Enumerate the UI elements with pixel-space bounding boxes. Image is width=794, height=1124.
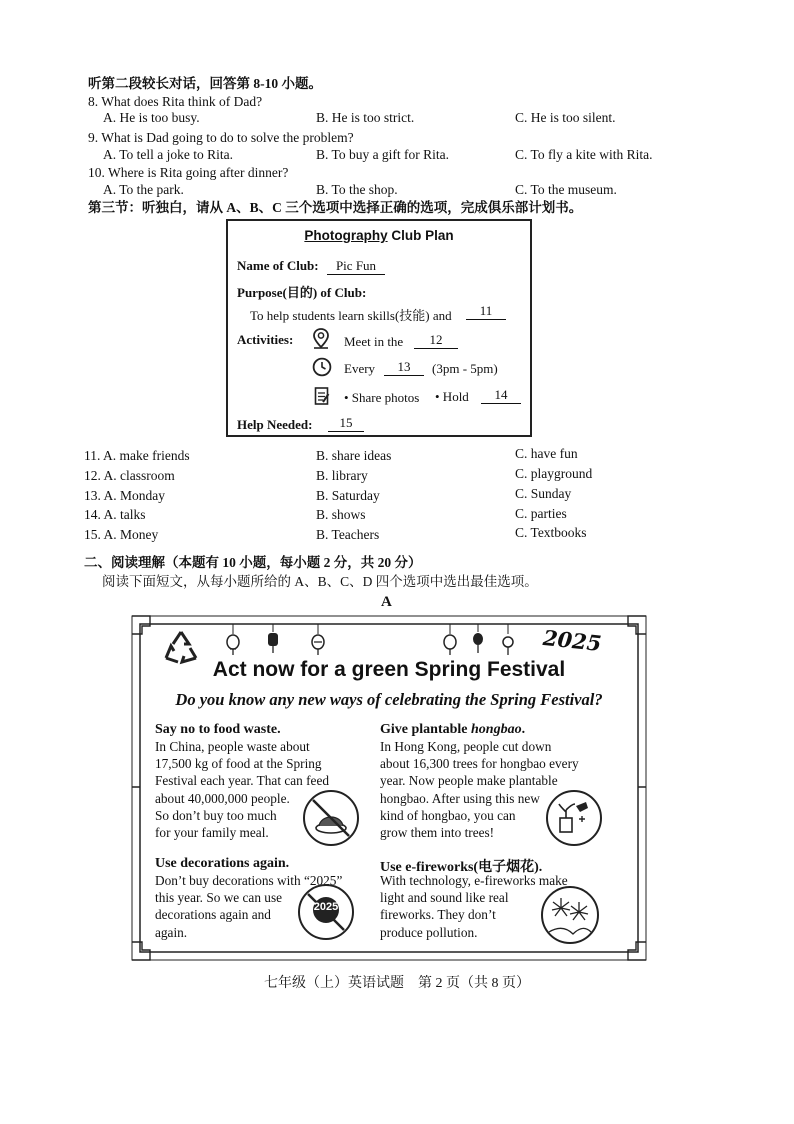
no-2025-decoration-icon [298,884,354,940]
option-12b: B. library [316,468,368,483]
passage-label: A [381,594,392,610]
activities-label: Activities: [237,332,294,347]
option-13c: C. Sunday [515,486,572,501]
lantern-icon [309,632,327,656]
purpose-label: Purpose(目的) of Club: [237,285,367,300]
time-text: (3pm - 5pm) [432,361,498,376]
lantern-icon [224,632,242,656]
decorations-heading: Use decorations again. [155,856,290,871]
question-8: 8. What does Rita think of Dad? [88,94,263,109]
hongbao-heading-suffix: . [521,722,526,737]
option-9a: A. To tell a joke to Rita. [103,147,234,162]
reading-section-title: 二、阅读理解（本题有 10 小题，每小题 2 分，共 20 分） [84,555,422,570]
lantern-icon [441,632,459,656]
year-2025-badge: 2025 [541,625,603,656]
option-15b: B. Teachers [316,527,380,542]
decor-2025-label: 2025 [313,901,339,913]
section3-intro: 第三节：听独白，请从 A、B、C 三个选项中选择正确的选项，完成俱乐部计划书。 [88,200,583,215]
question-10: 10. Where is Rita going after dinner? [88,165,289,180]
listening-part2-intro: 听第二段较长对话，回答第 8-10 小题。 [88,76,322,91]
option-8a: A. He is too busy. [103,110,200,125]
club-name-label: Name of Club: [237,258,319,273]
hongbao-body: In Hong Kong, people cut down about 16,300 trees for hongbao every year. Now people make plantable hongbao. After using this new kind of hongbao, you can grow them into trees! [380,739,579,841]
option-11c: C. have fun [515,446,578,461]
e-fireworks-body: With technology, e-fireworks make light and sound like real fireworks. They don’t produce pollution. [380,873,568,940]
option-14b: B. shows [316,507,366,522]
option-11a: 11. A. make friends [84,448,190,463]
option-14c: C. parties [515,506,567,521]
option-13b: B. Saturday [316,488,380,503]
club-plan-title-underlined: Photography [304,228,388,243]
option-11b: B. share ideas [316,448,392,463]
lantern-icon [499,632,517,656]
option-12a: 12. A. classroom [84,468,175,483]
reading-instruction: 阅读下面短文，从每小题所给的 A、B、C、D 四个选项中选出最佳选项。 [102,574,538,589]
club-plan-title-rest: Club Plan [387,228,454,243]
every-text: Every [344,361,376,376]
option-15a: 15. A. Money [84,527,159,542]
option-15c: C. Textbooks [515,525,587,540]
share-text: • Share photos [344,390,420,405]
hongbao-heading [380,722,525,738]
food-waste-body: In China, people waste about 17,500 kg of food at the Spring Festival each year. That can feed about 40,000,000 people. So don’t buy too much for your family meal. [155,739,330,841]
option-10b: B. To the shop. [316,182,398,197]
location-pin-icon [312,328,330,350]
poster-title: Act now for a green Spring Festival [212,658,566,681]
blank-13: 13 [384,359,424,376]
question-9: 9. What is Dad going to do to solve the problem? [88,130,354,145]
no-food-waste-icon [303,790,359,846]
fireworks-icon [541,886,599,944]
blank-15: 15 [328,415,364,432]
clock-icon [312,357,332,377]
decorations-body: Don’t buy decorations with “2025” this year. So we can use decorations again and again. [155,873,343,940]
club-name-value: Pic Fun [327,258,385,275]
hold-text: • Hold [435,389,469,404]
club-plan-box [226,219,532,437]
option-13a: 13. A. Monday [84,488,165,503]
purpose-text: To help students learn skills(技能) and [250,308,452,323]
option-12c: C. playground [515,466,593,481]
meet-text: Meet in the [344,334,404,349]
notes-icon [314,386,330,406]
food-waste-heading: Say no to food waste. [155,722,281,737]
help-needed-label: Help Needed: [237,417,313,432]
option-8b: B. He is too strict. [316,110,415,125]
poster-subtitle: Do you know any new ways of celebrating the Spring Festival? [175,690,603,709]
club-plan-title [228,228,530,243]
green-spring-festival-poster [128,612,650,964]
option-8c: C. He is too silent. [515,110,616,125]
plant-hongbao-icon [546,790,602,846]
option-9b: B. To buy a gift for Rita. [316,147,450,162]
option-9c: C. To fly a kite with Rita. [515,147,653,162]
option-10a: A. To the park. [103,182,184,197]
option-14a: 14. A. talks [84,507,146,522]
blank-14: 14 [481,387,521,404]
page-footer: 七年级（上）英语试题 第 2 页（共 8 页） [264,976,530,991]
blank-12: 12 [414,332,458,349]
hongbao-heading-prefix: Give plantable [380,722,472,737]
lantern-icon [469,630,487,654]
hongbao-heading-italic: hongbao [471,722,522,737]
blank-11: 11 [466,303,506,320]
option-10c: C. To the museum. [515,182,617,197]
lantern-icon [264,630,282,654]
e-fireworks-heading: Use e-fireworks(电子烟花). [380,860,543,875]
